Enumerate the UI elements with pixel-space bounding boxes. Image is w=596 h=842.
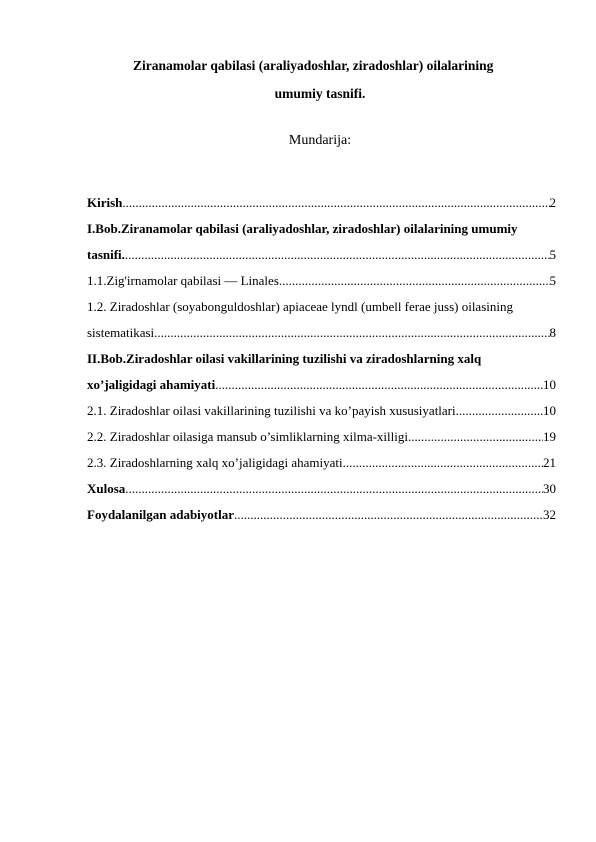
toc-entry[interactable] — [87, 502, 556, 528]
toc-entry-title: 2.3. Ziradoshlarning xalq xo’jaligidagi ahamiyati — [87, 455, 343, 470]
toc-entry-title: tasnifi. — [87, 247, 125, 262]
toc-dot-leader — [408, 424, 543, 450]
toc-entry-title: Foydalanilgan adabiyotlar — [87, 507, 234, 522]
toc-entry[interactable] — [87, 268, 556, 294]
toc-page-number: 5 — [549, 273, 556, 288]
toc-entry[interactable] — [87, 346, 556, 398]
toc-entry-title: Kirish — [87, 195, 123, 210]
toc-entry-line — [87, 424, 556, 450]
toc-entry-line — [87, 242, 556, 268]
toc-entry-title-first-line: 1.2. Ziradoshlar (soyabonguldoshlar) apiaceae lyndl (umbell ferae juss) oilasining — [87, 299, 513, 314]
toc-entry[interactable] — [87, 190, 556, 216]
toc-page-number: 10 — [543, 403, 556, 418]
toc-entry[interactable] — [87, 450, 556, 476]
toc-entry[interactable] — [87, 216, 556, 268]
toc-entry-title-first-line: II.Bob.Ziradoshlar oilasi vakillarining tuzilishi va ziradoshlarning xalq — [87, 351, 482, 366]
toc-entry-line — [87, 190, 556, 216]
toc-entry-line — [87, 476, 556, 502]
toc-dot-leader — [456, 398, 543, 424]
toc-entry-line — [87, 320, 556, 346]
toc-dot-leader — [343, 450, 543, 476]
contents-heading: Mundarija: — [288, 133, 352, 148]
toc-page-number: 10 — [543, 377, 556, 392]
toc-dot-leader — [215, 372, 543, 398]
toc-page-number: 19 — [543, 429, 556, 444]
toc-dot-leader — [122, 190, 549, 216]
toc-entry-title-first-line: I.Bob.Ziranamolar qabilasi (araliyadoshlar, ziradoshlar) oilalarining umumiy — [87, 221, 518, 236]
toc-entry-title: sistematikasi — [87, 325, 155, 340]
toc-entry[interactable] — [87, 476, 556, 502]
toc-entry-line — [87, 450, 556, 476]
toc-entry-title: 2.2. Ziradoshlar oilasiga mansub o’simliklarning xilma-xilligi — [87, 429, 408, 444]
table-of-contents — [87, 190, 556, 528]
toc-dot-leader — [125, 242, 550, 268]
toc-entry-line — [87, 372, 556, 398]
toc-entry-line — [87, 502, 556, 528]
toc-page-number: 5 — [549, 247, 556, 262]
toc-dot-leader — [279, 268, 550, 294]
document-title-line-1: Ziranamolar qabilasi (araliyadoshlar, ziradoshlar) oilalarining — [133, 58, 494, 73]
toc-page-number: 21 — [543, 455, 556, 470]
toc-entry-title: 2.1. Ziradoshlar oilasi vakillarining tuzilishi va ko’payish xususiyatlari — [87, 403, 456, 418]
toc-page-number: 8 — [549, 325, 556, 340]
toc-entry[interactable] — [87, 424, 556, 450]
toc-page-number: 32 — [543, 507, 556, 522]
toc-dot-leader — [125, 476, 543, 502]
toc-entry-title: xo’jaligidagi ahamiyati — [87, 377, 216, 392]
toc-page-number: 2 — [549, 195, 556, 210]
toc-entry-line — [87, 398, 556, 424]
toc-dot-leader — [234, 502, 543, 528]
toc-dot-leader — [154, 320, 549, 346]
toc-entry-title: 1.1.Zig'irnamolar qabilasi — Linales — [87, 273, 279, 288]
toc-entry-line — [87, 268, 556, 294]
toc-page-number: 30 — [543, 481, 556, 496]
toc-entry[interactable] — [87, 398, 556, 424]
toc-entry-title: Xulosa — [87, 481, 126, 496]
toc-entry[interactable] — [87, 294, 556, 346]
document-title-line-2: umumiy tasnifi. — [274, 86, 366, 101]
